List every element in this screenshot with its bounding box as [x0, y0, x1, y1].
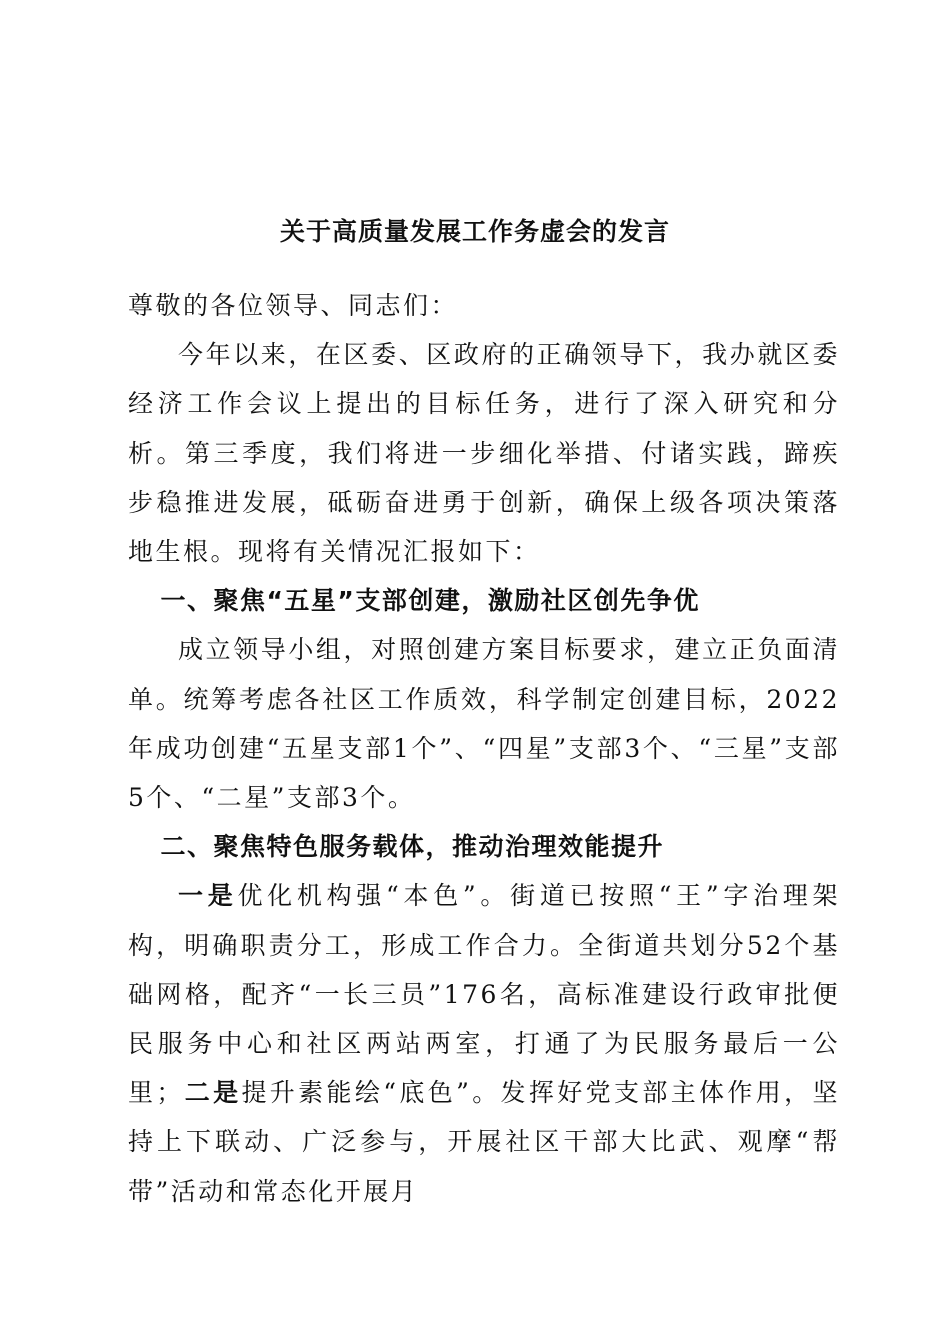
salutation: 尊敬的各位领导、同志们：	[128, 291, 459, 320]
intro-paragraph: 今年以来，在区委、区政府的正确领导下，我办就区委经济工作会议上提出的目标任务，进行了深入研究和分析。第三季度，我们将进一步细化举措、付诸实践，蹄疾步稳推进发展，砥砺奋进勇于创新，确保上级各项决策落地生根。现将有关情况汇报如下：	[128, 340, 840, 567]
section-2-paragraph	[128, 871, 840, 1215]
section-1-paragraph: 成立领导小组，对照创建方案目标要求，建立正负面清单。统筹考虑各社区工作质效，科学制定创建目标，2022年成功创建“五星支部1个”、“四星”支部3个、“三星”支部5个、“二星”支部3个。	[128, 635, 840, 813]
point-lead-1: 一是	[178, 881, 238, 911]
point-text-1: 优化机构强“本色”。街道已按照“王”字治理架构，明确职责分工，形成工作合力。全街道共划分52个基础网格，配齐“一长三员”176名，高标准建设行政审批便民服务中心和社区两站两室，打通了为民服务最后一公里；	[128, 881, 840, 1108]
document-body	[128, 281, 840, 1216]
section-heading-2: 二、聚焦特色服务载体，推动治理效能提升	[160, 832, 665, 862]
document-title: 关于高质量发展工作务虚会的发言	[279, 217, 670, 246]
point-text-2: 提升素能绘“底色”。发挥好党支部主体作用，坚持上下联动、广泛参与，开展社区干部大比武、观摩“帮带”活动和常态化开展月	[128, 1078, 840, 1206]
point-lead-2: 二是	[183, 1078, 242, 1108]
section-heading-1: 一、聚焦“五星”支部创建，激励社区创先争优	[160, 586, 700, 616]
